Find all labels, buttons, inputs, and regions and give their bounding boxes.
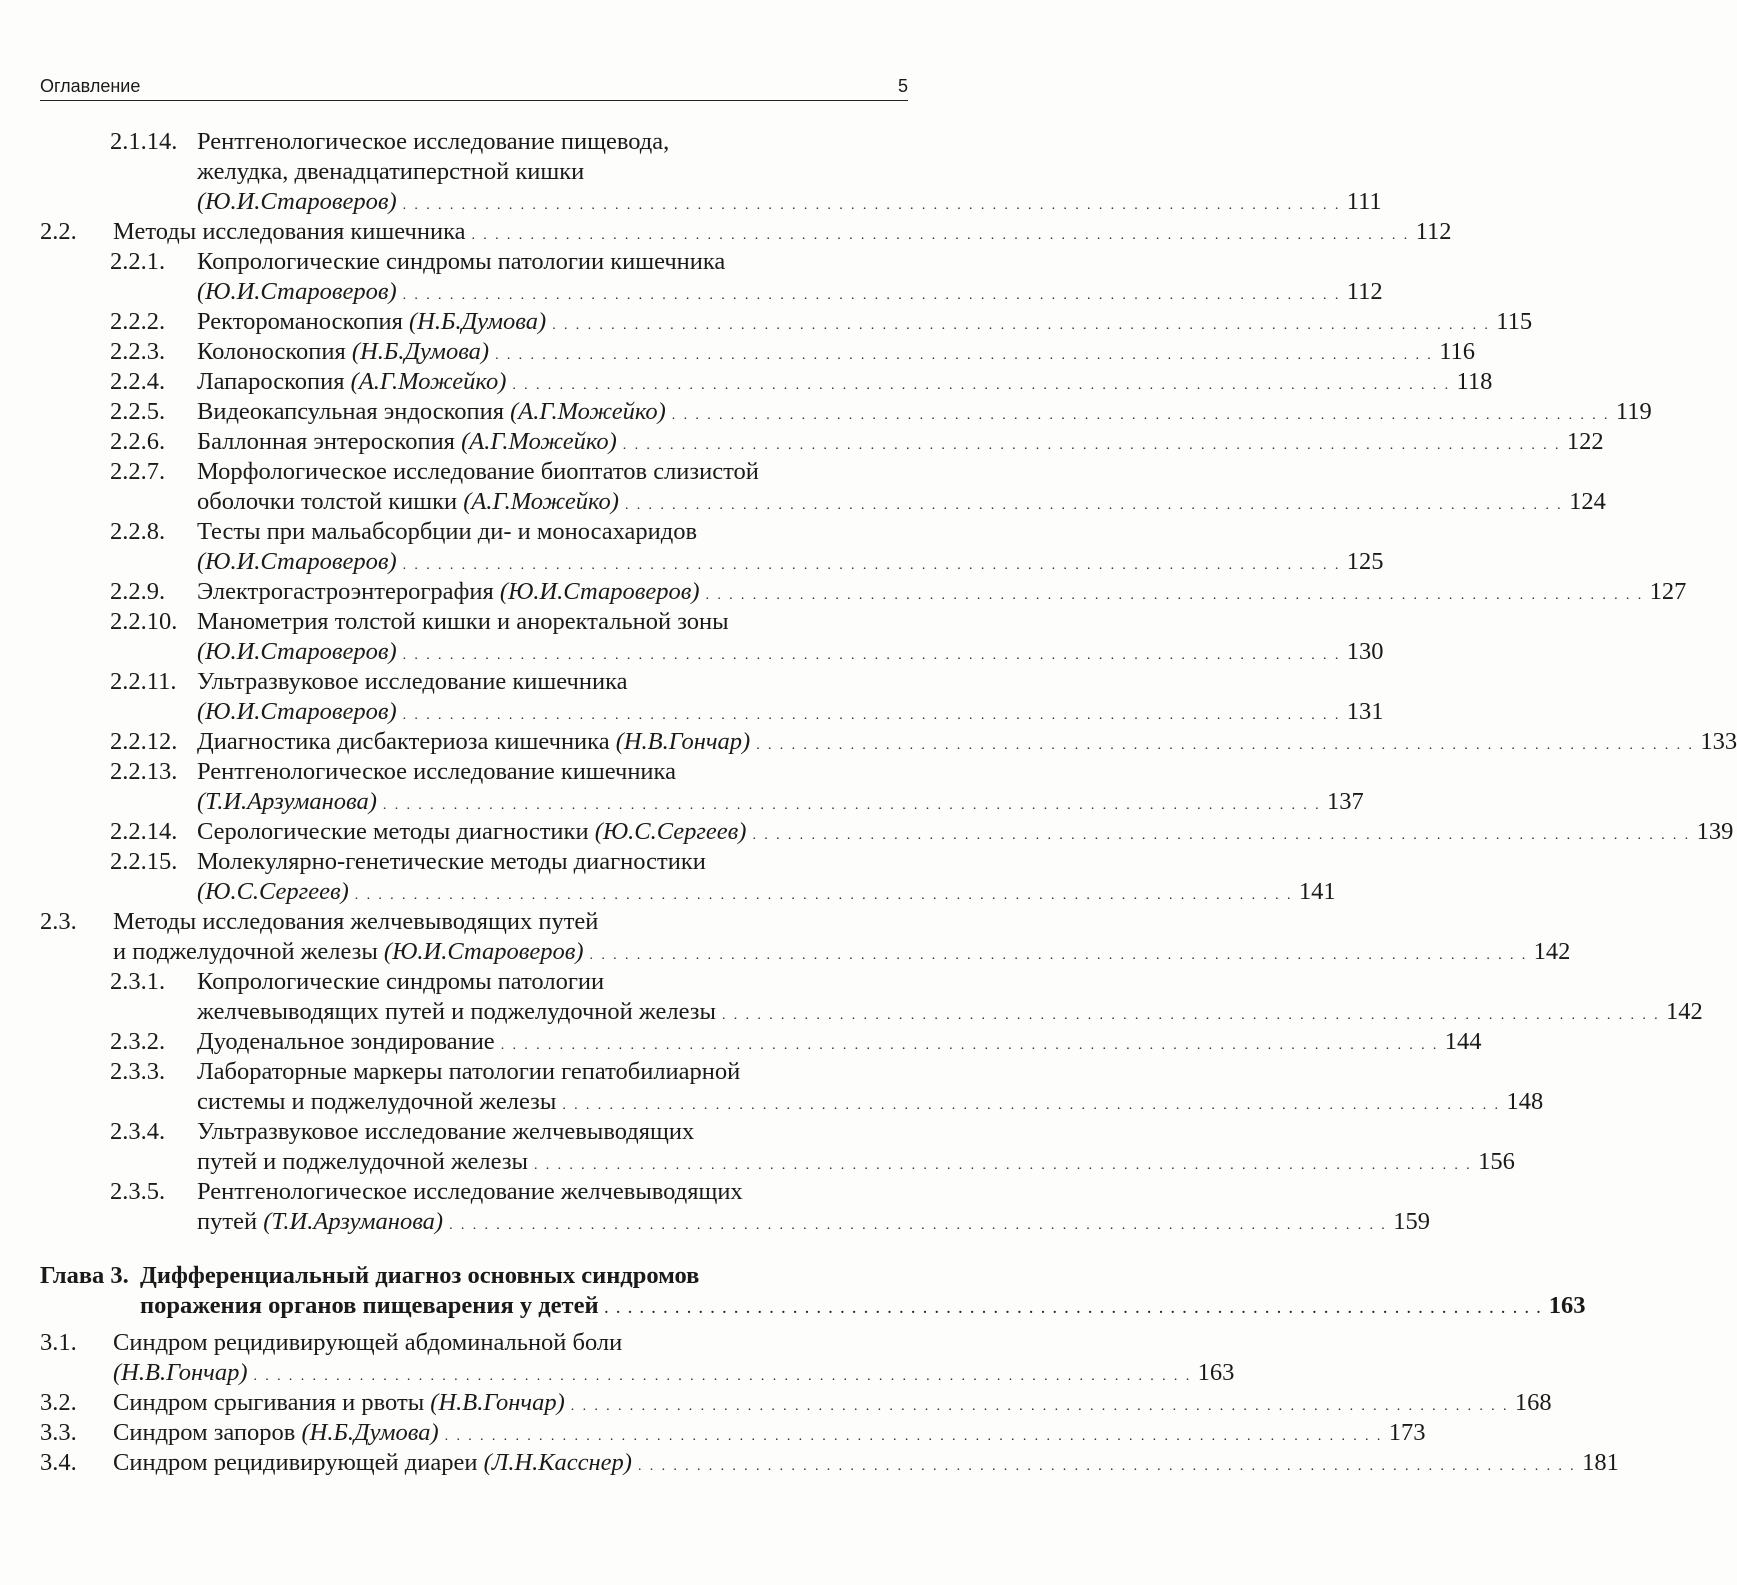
toc-page-number: 173 [1388,1419,1426,1446]
toc-entry-text [197,1177,908,1207]
toc-entry-number: 3.3. [40,1419,77,1446]
toc-leader-line [113,1358,1235,1392]
leader-dots: . . . . . . . . . . . . . . . . . . . . . . . . . . . . . . . . . . . . . . . . . . . . . . . . . . . . . . . . . . . . . . . . . . . . . . . . . . . . . . . . [589,948,1528,963]
toc-entry-title [113,908,598,935]
toc-title-text: желудка, двенадцатиперстной кишки [197,158,585,185]
toc-line [0,1328,1000,1358]
toc-entry-number: 2.2.2. [110,308,166,335]
toc-entry-number: 2.2.12. [110,728,178,755]
toc-entry-text [197,847,908,877]
toc-author: (Ю.И.Староверов) [383,938,584,965]
toc-entry-title [113,1418,445,1448]
toc-entry-title [113,217,472,247]
toc-title-text: путей и поджелудочной железы [197,1148,528,1175]
leader-dots: . . . . . . . . . . . . . . . . . . . . . . . . . . . . . . . . . . . . . . . . . . . . . . . . . . . . . . . . . . . . . . . . . . . . . . . . . . . . . . . . [533,1158,1473,1173]
leader-dots: . . . . . . . . . . . . . . . . . . . . . . . . . . . . . . . . . . . . . . . . . . . . . . . . . . . . . . . . . . . . . . . . . . . . . . . . . . . . . . . . [253,1369,1192,1384]
toc-author: (А.Г.Можейко) [463,488,619,515]
toc-entry-number: 3.1. [40,1329,77,1356]
toc-entry-number: 2.2.1. [110,248,166,275]
toc-entry-number: 2.2.13. [110,758,178,785]
toc-entry-title [197,397,672,427]
toc-entry-number: 2.3.1. [110,968,166,995]
toc-title-text: Синдром рецидивирующей абдоминальной боли [113,1329,623,1356]
toc-line [0,937,1571,967]
toc-title-text: Рентгенологическое исследование желчевыводящих [197,1178,743,1205]
toc-author: (Ю.С.Сергеев) [197,878,349,905]
toc-leader-line [197,1087,1544,1121]
toc-entry-number: 2.2.10. [110,608,178,635]
toc-entry-title [197,1058,740,1085]
toc-line [0,1057,1000,1087]
leader-dots: . . . . . . . . . . . . . . . . . . . . . . . . . . . . . . . . . . . . . . . . . . . . . . . . . . . . . . . . . . . . . . . . . . . . . . . . . . . . . . . . [444,1429,1383,1444]
toc-line [0,967,1000,997]
toc-entry-title [197,187,403,217]
toc-page-number: 181 [1582,1449,1619,1476]
toc-line [0,487,1606,517]
toc-line [0,187,1382,217]
toc-entry-title [197,758,676,785]
toc-leader-line [197,427,1604,461]
toc-entry-text [197,157,908,187]
toc-page-number: 111 [1346,188,1382,215]
toc-page-number: 125 [1346,548,1384,575]
toc-entry-title [197,1027,501,1057]
leader-dots: . . . . . . . . . . . . . . . . . . . . . . . . . . . . . . . . . . . . . . . . . . . . . . . . . . . . . . . . . . . . . . . . . . . . . . . . . . . . . . . . [721,1008,1661,1023]
toc-leader-line [113,1448,1619,1482]
toc-entry-title [140,1262,699,1289]
toc-title-text: Методы исследования кишечника [113,218,466,245]
toc-line [0,457,1000,487]
toc-title-text: Синдром запоров [113,1419,296,1446]
toc-author: (А.Г.Можейко) [510,398,666,425]
toc-entry-text [197,457,908,487]
toc-line [0,637,1384,667]
toc-title-text: желчевыводящих путей и поджелудочной железы [197,998,716,1025]
toc-title-text: Копрологические синдромы патологии кишечника [197,248,726,275]
toc-title-text: Тесты при мальабсорбции ди- и моносахаридов [197,518,698,545]
leader-dots: . . . . . . . . . . . . . . . . . . . . . . . . . . . . . . . . . . . . . . . . . . . . . . . . . . . . . . . . . . . . . . . . . . . . . . . . . . . . . . . . [705,588,1644,603]
toc-entry-number: 2.2.7. [110,458,166,485]
toc-leader-line [197,877,1336,911]
leader-dots: . . . . . . . . . . . . . . . . . . . . . . . . . . . . . . . . . . . . . . . . . . . . . . . . . . . . . . . . . . . . . . . . . . . . . . . . . . . . . . . . [624,498,1564,513]
leader-dots: . . . . . . . . . . . . . . . . . . . . . . . . . . . . . . . . . . . . . . . . . . . . . . . . . . . . . . . . . . . . . . . . . . . . . . . . . . . . . . . . [402,558,1341,573]
toc-author: (Т.И.Арзуманова) [263,1208,444,1235]
toc-leader-line [197,187,1382,221]
toc-entry-title [197,1178,743,1205]
toc-leader-line [197,637,1384,671]
toc-line [0,1177,1000,1207]
toc-page-number: 141 [1298,878,1336,905]
toc-author: (А.Г.Можейко) [461,428,617,455]
leader-dots: . . . . . . . . . . . . . . . . . . . . . . . . . . . . . . . . . . . . . . . . . . . . . . . . . . . . . . . . . . . . . . . . . . . . . . . . . . . . . . . . [622,438,1561,453]
toc-entry-number: 2.2.11. [110,668,177,695]
toc-line [0,907,1000,937]
toc-line [0,1261,1000,1291]
toc-leader-line [197,697,1384,731]
toc-entry-title [113,1329,622,1356]
toc-entry-title [197,487,625,517]
toc-leader-line [197,727,1737,761]
leader-dots: . . . . . . . . . . . . . . . . . . . . . . . . . . . . . . . . . . . . . . . . . . . . . . . . . . . . . . . . . . . . . . . . . . . . . . . . . . . . . . . . [402,648,1341,663]
leader-dots: . . . . . . . . . . . . . . . . . . . . . . . . . . . . . . . . . . . . . . . . . . . . . . . . . . . . . . . . . . . . . . . . . . . . . . . . . . . . . . . . [495,348,1434,363]
toc-title-text: Синдром срыгивания и рвоты [113,1389,425,1416]
leader-dots: . . . . . . . . . . . . . . . . . . . . . . . . . . . . . . . . . . . . . . . . . . . . . . . . . . . . . . . . . . . . . . . . . . . . . . . . . . . . . . . . [562,1098,1501,1113]
toc-entry-number: 2.2.9. [110,578,166,605]
toc-page-number: 112 [1346,278,1383,305]
toc-entry-title [197,337,495,367]
toc-title-text: Рентгенологическое исследование кишечника [197,758,676,785]
toc-leader-line [197,367,1493,401]
toc-entry-title [113,1388,571,1418]
toc-leader-line [197,397,1652,431]
toc-entry-title [197,787,383,817]
toc-page-number: 130 [1346,638,1384,665]
toc-title-text: Ультразвуковое исследование кишечника [197,668,628,695]
toc-entry-number: 2.2.8. [110,518,166,545]
toc-author: (Ю.И.Староверов) [197,188,397,215]
toc-leader-line [197,1147,1515,1181]
toc-entry-text [197,127,908,157]
toc-entry-text [113,907,908,937]
toc-author: (Н.Б.Думова) [409,308,547,335]
toc-entry-number: 2.2.3. [110,338,166,365]
toc-line [0,697,1384,727]
toc-line [0,337,1476,367]
leader-dots: . . . . . . . . . . . . . . . . . . . . . . . . . . . . . . . . . . . . . . . . . . . . . . . . . . . . . . . . . . . . . . . . . . . . . . . . . . . . . . . . [604,1302,1543,1317]
toc-title-text: Ректороманоскопия [197,308,403,335]
toc-line [0,817,1734,847]
toc-entry-number: 2.3.3. [110,1058,166,1085]
toc-author: (Н.В.Гончар) [615,728,751,755]
toc-page-number: 124 [1569,488,1606,515]
toc-entry-title [197,248,725,275]
toc-entry-title [197,518,697,545]
toc-title-text: Лабораторные маркеры патологии гепатобилиарной [197,1058,741,1085]
toc-entry-title [197,128,669,155]
toc-author: (Л.Н.Касснер) [483,1449,632,1476]
toc-title-text: Морфологическое исследование биоптатов слизистой [197,458,759,485]
toc-page-number: 168 [1514,1389,1552,1416]
toc-line [0,1027,1482,1057]
toc-title-text: системы и поджелудочной железы [197,1088,557,1115]
leader-dots: . . . . . . . . . . . . . . . . . . . . . . . . . . . . . . . . . . . . . . . . . . . . . . . . . . . . . . . . . . . . . . . . . . . . . . . . . . . . . . . . [471,228,1410,243]
toc-entry-number: 2.2.4. [110,368,166,395]
leader-dots: . . . . . . . . . . . . . . . . . . . . . . . . . . . . . . . . . . . . . . . . . . . . . . . . . . . . . . . . . . . . . . . . . . . . . . . . . . . . . . . . [449,1218,1388,1233]
toc-entry-title [140,1291,605,1321]
toc-entry-text [197,517,908,547]
toc-line [0,307,1533,337]
toc-page-number: 148 [1506,1088,1544,1115]
toc-author: (А.Г.Можейко) [350,368,507,395]
toc-line [0,727,1737,757]
toc-entry-title [197,547,403,577]
toc-entry-title [197,1087,562,1117]
toc-line [0,277,1383,307]
toc-page-number: 159 [1393,1208,1430,1235]
toc-entry-number: 2.3. [40,908,77,935]
toc-entry-number: 2.3.4. [110,1118,166,1145]
toc-line [0,157,1000,187]
toc-entry-title [197,727,756,757]
toc-page-number: 127 [1649,578,1687,605]
toc-entry-number: 2.2. [40,218,77,245]
running-head-title: Оглавление [40,76,141,96]
toc-line [0,217,1452,247]
leader-dots: . . . . . . . . . . . . . . . . . . . . . . . . . . . . . . . . . . . . . . . . . . . . . . . . . . . . . . . . . . . . . . . . . . . . . . . . . . . . . . . . [512,378,1451,393]
toc-entry-text [197,1117,908,1147]
toc-leader-line [113,1418,1426,1452]
toc-entry-title [197,458,759,485]
toc-title-text: оболочки толстой кишки [197,488,458,515]
toc-leader-line [113,937,1571,971]
toc-entry-title [197,1147,534,1177]
toc-line [0,577,1687,607]
toc-line [0,367,1493,397]
toc-entry-title [197,997,722,1027]
toc-author: (Ю.И.Староверов) [197,278,397,305]
toc-page-number: 116 [1439,338,1476,365]
leader-dots: . . . . . . . . . . . . . . . . . . . . . . . . . . . . . . . . . . . . . . . . . . . . . . . . . . . . . . . . . . . . . . . . . . . . . . . . . . . . . . . . [552,318,1491,333]
toc-entry-number: 2.3.5. [110,1178,166,1205]
toc-line [0,1448,1619,1478]
toc-title-text: Дифференциальный диагноз основных синдромов [140,1262,700,1289]
toc-entry-text [197,967,908,997]
toc-entry-title [197,158,584,185]
toc-line [0,787,1364,817]
leader-dots: . . . . . . . . . . . . . . . . . . . . . . . . . . . . . . . . . . . . . . . . . . . . . . . . . . . . . . . . . . . . . . . . . . . . . . . . . . . . . . . . [752,828,1691,843]
toc-entry-number: 3.4. [40,1449,77,1476]
toc-line [0,1117,1000,1147]
toc-entry-title [197,848,706,875]
toc-author: (Н.В.Гончар) [113,1359,248,1386]
toc-entry-title [197,817,752,847]
toc-line [0,397,1652,427]
toc-line [0,1388,1552,1418]
toc-entry-title [197,307,552,337]
toc-entry-title [197,637,403,667]
toc-line [0,127,1000,157]
toc-page-number: 163 [1197,1359,1235,1386]
toc-author: (Н.Б.Думова) [301,1419,439,1446]
toc-line [0,757,1000,787]
toc-entry-title [113,937,590,967]
toc-entry-title [197,1118,694,1145]
toc-title-text: Серологические методы диагностики [197,818,589,845]
toc-title-text: путей [197,1208,258,1235]
toc-line [0,1418,1426,1448]
toc-page-number: 115 [1496,308,1533,335]
toc-leader-line [197,577,1687,611]
toc-author: (Ю.И.Староверов) [197,548,397,575]
toc-entry-number: 2.2.6. [110,428,166,455]
toc-title-text: Манометрия толстой кишки и аноректальной зоны [197,608,729,635]
toc-page-number: 122 [1566,428,1604,455]
toc-line [0,427,1604,457]
toc-entry-title [197,697,403,727]
toc-entry-text [197,607,908,637]
toc-title-text: и поджелудочной железы [113,938,378,965]
toc-leader-line [197,277,1383,311]
running-head [40,74,908,101]
toc-entry-number: 2.2.5. [110,398,166,425]
toc-entry-title [197,608,729,635]
toc-page-number: 112 [1415,218,1452,245]
toc-title-text: Копрологические синдромы патологии [197,968,605,995]
leader-dots: . . . . . . . . . . . . . . . . . . . . . . . . . . . . . . . . . . . . . . . . . . . . . . . . . . . . . . . . . . . . . . . . . . . . . . . . . . . . . . . . [570,1399,1509,1414]
toc-author: (Н.Б.Думова) [351,338,490,365]
toc-entry-number: 2.3.2. [110,1028,166,1055]
toc-line [0,667,1000,697]
toc-title-text: Лапароскопия [197,368,345,395]
toc-entry-number: 3.2. [40,1389,77,1416]
toc-title-text: Рентгенологическое исследование пищевода, [197,128,670,155]
toc-page-number: 163 [1548,1292,1586,1319]
toc-title-text: Синдром рецидивирующей диареи [113,1449,478,1476]
toc-line [0,1358,1235,1388]
toc-page-number: 144 [1444,1028,1482,1055]
toc-title-text: Колоноскопия [197,338,346,365]
leader-dots: . . . . . . . . . . . . . . . . . . . . . . . . . . . . . . . . . . . . . . . . . . . . . . . . . . . . . . . . . . . . . . . . . . . . . . . . . . . . . . . . [500,1038,1439,1053]
toc-line [0,1291,1586,1321]
toc-line [0,997,1703,1027]
toc-author: (Ю.И.Староверов) [197,638,397,665]
page-number: 5 [897,76,908,96]
toc-entry-text [197,757,908,787]
leader-dots: . . . . . . . . . . . . . . . . . . . . . . . . . . . . . . . . . . . . . . . . . . . . . . . . . . . . . . . . . . . . . . . . . . . . . . . . . . . . . . . . [402,288,1341,303]
toc-leader-line [197,787,1364,821]
toc-line [0,247,1000,277]
toc-author: (Т.И.Арзуманова) [197,788,377,815]
toc-author: (Ю.С.Сергеев) [594,818,747,845]
leader-dots: . . . . . . . . . . . . . . . . . . . . . . . . . . . . . . . . . . . . . . . . . . . . . . . . . . . . . . . . . . . . . . . . . . . . . . . . . . . . . . . . [756,738,1695,753]
toc-page-number: 142 [1666,998,1703,1025]
toc-author: (Н.В.Гончар) [430,1389,565,1416]
toc-leader-line [197,487,1606,521]
toc-entry-text [197,1057,908,1087]
toc-leader-line [113,217,1452,251]
leader-dots: . . . . . . . . . . . . . . . . . . . . . . . . . . . . . . . . . . . . . . . . . . . . . . . . . . . . . . . . . . . . . . . . . . . . . . . . . . . . . . . . [382,798,1322,813]
toc-leader-line [140,1291,1586,1325]
toc-title-text: Баллонная энтероскопия [197,428,455,455]
toc-page-number: 142 [1533,938,1571,965]
toc-leader-line [197,337,1476,371]
toc-entry-text [197,667,908,697]
toc-line [0,1147,1515,1177]
toc-page-number: 139 [1696,818,1734,845]
toc-leader-line [197,1027,1482,1061]
toc-leader-line [197,817,1734,851]
leader-dots: . . . . . . . . . . . . . . . . . . . . . . . . . . . . . . . . . . . . . . . . . . . . . . . . . . . . . . . . . . . . . . . . . . . . . . . . . . . . . . . . [671,408,1610,423]
toc-line [0,607,1000,637]
toc-title-text: Ультразвуковое исследование желчевыводящих [197,1118,695,1145]
toc-line [0,877,1336,907]
toc-entry-title [197,877,355,907]
toc-entry-text [140,1261,908,1291]
toc-entry-title [197,367,512,397]
toc-title-text: Дуоденальное зондирование [197,1028,495,1055]
toc-entry-title [113,1358,254,1388]
toc-entry-title [197,668,628,695]
toc-entry-number: 2.1.14. [110,128,178,155]
toc-title-text: Методы исследования желчевыводящих путей [113,908,599,935]
toc-page-number: 131 [1346,698,1384,725]
toc-entry-title [197,968,604,995]
leader-dots: . . . . . . . . . . . . . . . . . . . . . . . . . . . . . . . . . . . . . . . . . . . . . . . . . . . . . . . . . . . . . . . . . . . . . . . . . . . . . . . . [402,198,1341,213]
toc-title-text: Молекулярно-генетические методы диагностики [197,848,706,875]
toc-entry-text [113,1328,908,1358]
toc-line [0,1207,1430,1237]
toc-leader-line [197,547,1384,581]
toc-entry-number: 2.2.14. [110,818,178,845]
toc-entry-title [197,427,623,457]
toc-line [0,847,1000,877]
toc-leader-line [113,1388,1552,1422]
toc-page-number: 119 [1615,398,1652,425]
toc-page-number: 133 [1700,728,1737,755]
toc-title-text: Электрогастроэнтерография [197,578,494,605]
toc-entry-number: Глава 3. [40,1262,129,1289]
toc-entry-number: 2.2.15. [110,848,178,875]
toc-page-number: 156 [1478,1148,1515,1175]
toc-leader-line [197,307,1533,341]
toc-line [0,547,1384,577]
toc-entry-title [113,1448,638,1478]
toc-author: (Ю.И.Староверов) [197,698,397,725]
toc-page-number: 137 [1327,788,1364,815]
toc-entry-text [197,247,908,277]
toc-page-number: 118 [1456,368,1493,395]
toc-author: (Ю.И.Староверов) [499,578,700,605]
toc-entry-title [197,1207,449,1237]
toc-line [0,1087,1544,1117]
toc-entry-title [197,277,403,307]
leader-dots: . . . . . . . . . . . . . . . . . . . . . . . . . . . . . . . . . . . . . . . . . . . . . . . . . . . . . . . . . . . . . . . . . . . . . . . . . . . . . . . . [354,888,1293,903]
leader-dots: . . . . . . . . . . . . . . . . . . . . . . . . . . . . . . . . . . . . . . . . . . . . . . . . . . . . . . . . . . . . . . . . . . . . . . . . . . . . . . . . [402,708,1341,723]
toc-title-text: Диагностика дисбактериоза кишечника [197,728,610,755]
leader-dots: . . . . . . . . . . . . . . . . . . . . . . . . . . . . . . . . . . . . . . . . . . . . . . . . . . . . . . . . . . . . . . . . . . . . . . . . . . . . . . . . [637,1459,1577,1474]
toc-leader-line [197,1207,1430,1241]
toc-entry-title [197,577,706,607]
toc-title-text: поражения органов пищеварения у детей [140,1292,599,1319]
toc-leader-line [197,997,1703,1031]
toc-line [0,517,1000,547]
toc-title-text: Видеокапсульная эндоскопия [197,398,504,425]
